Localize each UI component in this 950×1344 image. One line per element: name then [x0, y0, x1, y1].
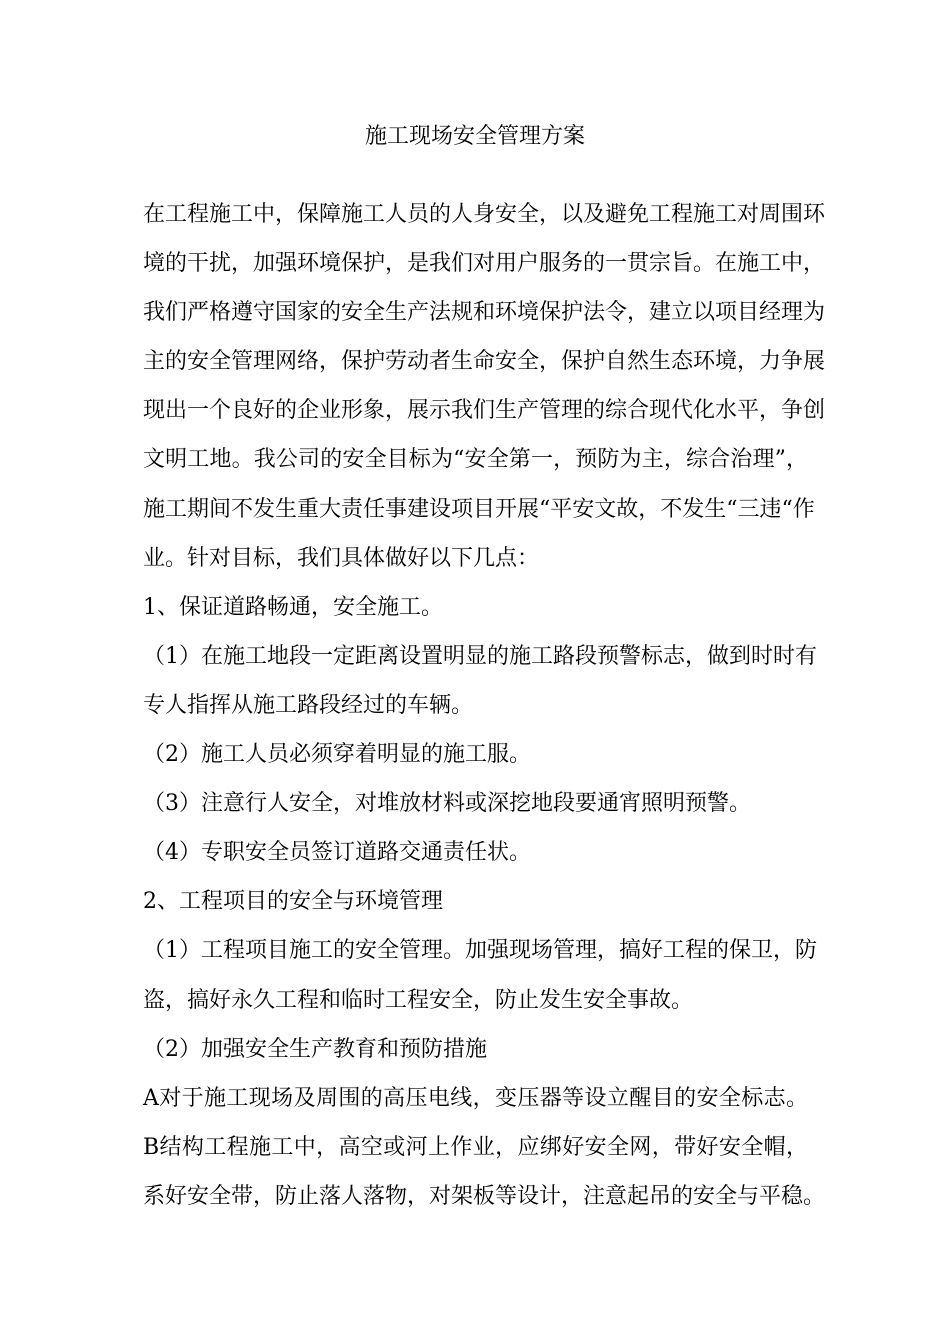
list-item-1-2: （2）施工人员必须穿着明显的施工服。: [143, 742, 531, 768]
list-item-1-1-line-1: （1）在施工地段一定距离设置明显的施工路段预警标志，做到时时有: [143, 643, 817, 669]
measure-b-line-2: 系好安全带，防止落人落物，对架板等设计，注意起吊的安全与平稳。: [143, 1183, 826, 1209]
paragraph-line-3: 我们严格遵守国家的安全生产法规和环境保护法令，建立以项目经理为: [143, 300, 826, 326]
document-body: [143, 190, 826, 1221]
paragraph-line-1: 在工程施工中，保障施工人员的人身安全，以及避免工程施工对周围环: [143, 202, 826, 227]
measure-b-line-1: B结构工程施工中，高空或河上作业，应绑好安全网，带好安全帽，: [143, 1134, 808, 1160]
paragraph-line-7: 施工期间不发生重大责任事建设项目开展“平安文故，不发生“三违“作: [143, 496, 815, 522]
list-item-2-2: （2）加强安全生产教育和预防措施: [143, 1036, 487, 1062]
document-title: 施工现场安全管理方案: [364, 124, 585, 149]
section-heading-2: 2、工程项目的安全与环境管理: [143, 889, 443, 915]
paragraph-line-6: 文明工地。我公司的安全目标为“安全第一，预防为主，综合治理”，: [143, 447, 808, 473]
paragraph-line-4: 主的安全管理网络，保护劳动者生命安全，保护自然生态环境，力争展: [143, 349, 826, 375]
list-item-1-3: （3）注意行人安全，对堆放材料或深挖地段要通宵照明预警。: [143, 791, 751, 817]
paragraph-line-5: 现出一个良好的企业形象，展示我们生产管理的综合现代化水平，争创: [143, 398, 826, 424]
list-item-1-1-line-2: 专人指挥从施工路段经过的车辆。: [143, 692, 474, 718]
paragraph-line-8: 业。针对目标，我们具体做好以下几点：: [143, 545, 540, 571]
measure-a: A对于施工现场及周围的高压电线，变压器等设立醒目的安全标志。: [143, 1085, 808, 1111]
list-item-1-4: （4）专职安全员签订道路交通责任状。: [143, 840, 531, 866]
section-heading-1: 1、保证道路畅通，安全施工。: [143, 594, 443, 620]
paragraph-line-2: 境的干扰，加强环境保护，是我们对用户服务的一贯宗旨。在施工中，: [143, 251, 826, 277]
list-item-2-1-line-2: 盗，搞好永久工程和临时工程安全，防止发生安全事故。: [143, 987, 694, 1013]
list-item-2-1-line-1: （1）工程项目施工的安全管理。加强现场管理，搞好工程的保卫，防: [143, 938, 817, 964]
